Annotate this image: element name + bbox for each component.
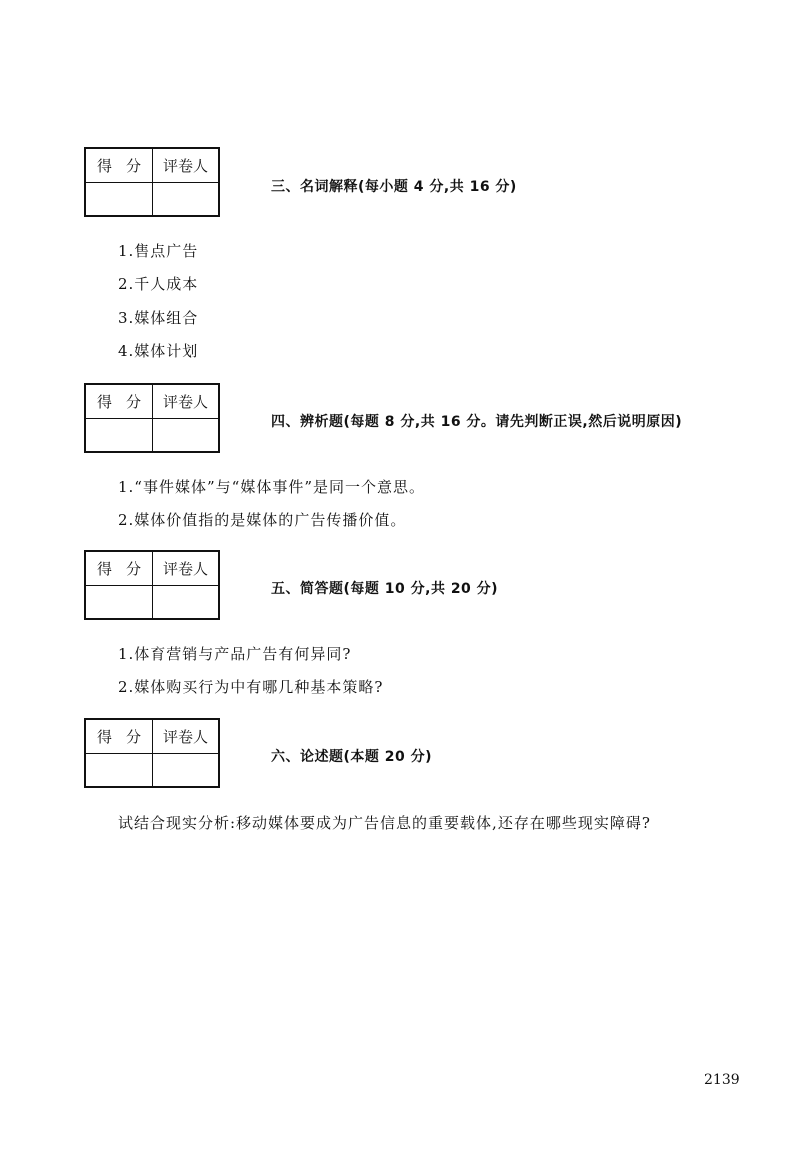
grader-label: 评卷人 — [153, 552, 218, 586]
question-item: 3.媒体组合 — [118, 309, 199, 327]
grader-label: 评卷人 — [153, 149, 218, 183]
section-title-4: 四、辨析题(每题 8 分,共 16 分。请先判断正误,然后说明原因) — [271, 414, 683, 430]
score-box-section-3 — [84, 147, 220, 217]
question-item: 1.“事件媒体”与“媒体事件”是同一个意思。 — [118, 478, 425, 496]
section-title-6: 六、论述题(本题 20 分) — [271, 749, 433, 765]
score-field[interactable] — [86, 754, 153, 786]
essay-question: 试结合现实分析:移动媒体要成为广告信息的重要载体,还存在哪些现实障碍? — [118, 814, 651, 832]
question-item: 1.体育营销与产品广告有何异同? — [118, 645, 352, 663]
section-title-3: 三、名词解释(每小题 4 分,共 16 分) — [271, 179, 517, 195]
score-label: 得 分 — [86, 149, 153, 183]
grader-label: 评卷人 — [153, 385, 218, 419]
question-item: 4.媒体计划 — [118, 342, 199, 360]
question-item: 2.媒体价值指的是媒体的广告传播价值。 — [118, 511, 407, 529]
grader-field[interactable] — [153, 183, 218, 215]
score-box-section-6 — [84, 718, 220, 788]
section-title-5: 五、简答题(每题 10 分,共 20 分) — [271, 581, 499, 597]
grader-field[interactable] — [153, 754, 218, 786]
question-item: 2.媒体购买行为中有哪几种基本策略? — [118, 678, 384, 696]
score-label: 得 分 — [86, 720, 153, 754]
score-label: 得 分 — [86, 385, 153, 419]
score-field[interactable] — [86, 183, 153, 215]
grader-field[interactable] — [153, 586, 218, 618]
grader-label: 评卷人 — [153, 720, 218, 754]
score-box-section-4 — [84, 383, 220, 453]
score-field[interactable] — [86, 419, 153, 451]
score-box-section-5 — [84, 550, 220, 620]
score-label: 得 分 — [86, 552, 153, 586]
grader-field[interactable] — [153, 419, 218, 451]
question-item: 2.千人成本 — [118, 275, 199, 293]
page-number: 2139 — [704, 1072, 740, 1088]
score-field[interactable] — [86, 586, 153, 618]
question-item: 1.售点广告 — [118, 242, 199, 260]
